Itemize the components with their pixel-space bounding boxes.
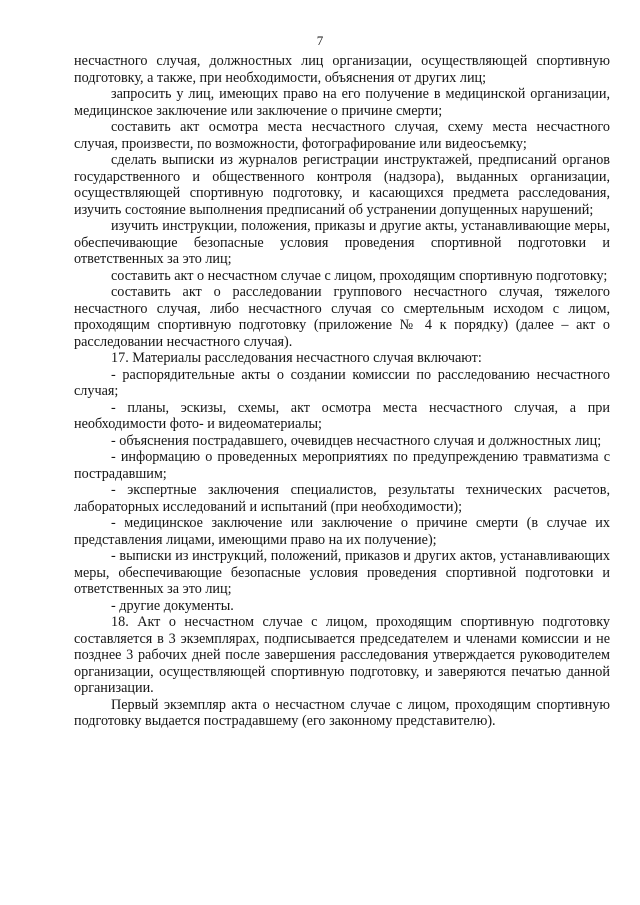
paragraph: запросить у лиц, имеющих право на его получение в медицинской организации, медицинское заключение или заключение о причине смерти; xyxy=(74,86,610,119)
paragraph: 17. Материалы расследования несчастного случая включают: xyxy=(111,350,482,366)
paragraph: - объяснения пострадавшего, очевидцев несчастного случая и должностных лиц; xyxy=(111,432,602,449)
paragraph: - медицинское заключение или заключение о причине смерти (в случае их представления лицами, имеющими право на их получение); xyxy=(74,515,610,548)
paragraph: изучить инструкции, положения, приказы и другие акты, устанавливающие меры, обеспечивающие безопасные условия проведения спортивной подготовки и ответственных за это лиц; xyxy=(74,218,610,267)
paragraph: составить акт о расследовании группового несчастного случая, тяжелого несчастного случая, либо несчастного случая со смертельным исходом с лицом, проходящим спортивную подготовку (приложение № 4 к порядку) (далее – акт о расследовании несчастного случая). xyxy=(74,284,610,350)
paragraph: составить акт осмотра места несчастного случая, схему места несчастного случая, произвести, по возможности, фотографирование или видеосъемку; xyxy=(74,119,610,152)
paragraph: несчастного случая, должностных лиц организации, осуществляющей спортивную подготовку, а также, при необходимости, объяснения от других лиц; xyxy=(74,53,610,86)
paragraph: - планы, эскизы, схемы, акт осмотра места несчастного случая, а при необходимости фото- и видеоматериалы; xyxy=(74,399,610,432)
document-body xyxy=(74,53,610,730)
paragraph: - выписки из инструкций, положений, приказов и других актов, устанавливающих меры, обеспечивающие безопасные условия проведения спортивной подготовки и ответственных за это лиц; xyxy=(74,548,610,597)
paragraph: - распорядительные акты о создании комиссии по расследованию несчастного случая; xyxy=(74,366,610,399)
paragraph: Первый экземпляр акта о несчастном случае с лицом, проходящим спортивную подготовку выдается пострадавшему (его законному представителю). xyxy=(74,696,610,729)
paragraph: составить акт о несчастном случае с лицом, проходящим спортивную подготовку; xyxy=(111,267,608,284)
paragraph: сделать выписки из журналов регистрации инструктажей, предписаний органов государственного и общественного контроля (надзора), выданных организации, осуществляющей спортивную подготовку, и касающихся предмета расследования, изучить состояние выполнения предписаний об устранении допущенных нарушений; xyxy=(74,152,610,218)
page-number: 7 xyxy=(316,33,324,48)
paragraph: - экспертные заключения специалистов, результаты технических расчетов, лабораторных исследований и испытаний (при необходимости); xyxy=(74,482,610,515)
paragraph: - информацию о проведенных мероприятиях по предупреждению травматизма с пострадавшим; xyxy=(74,449,610,482)
paragraph: 18. Акт о несчастном случае с лицом, проходящим спортивную подготовку составляется в 3 экземплярах, подписывается председателем и членами комиссии и не позднее 3 рабочих дней после завершения расследования утверждается руководителем организации, осуществляющей спортивную подготовку, и заверяются печатью данной организации. xyxy=(74,614,610,696)
paragraph: - другие документы. xyxy=(111,597,234,614)
